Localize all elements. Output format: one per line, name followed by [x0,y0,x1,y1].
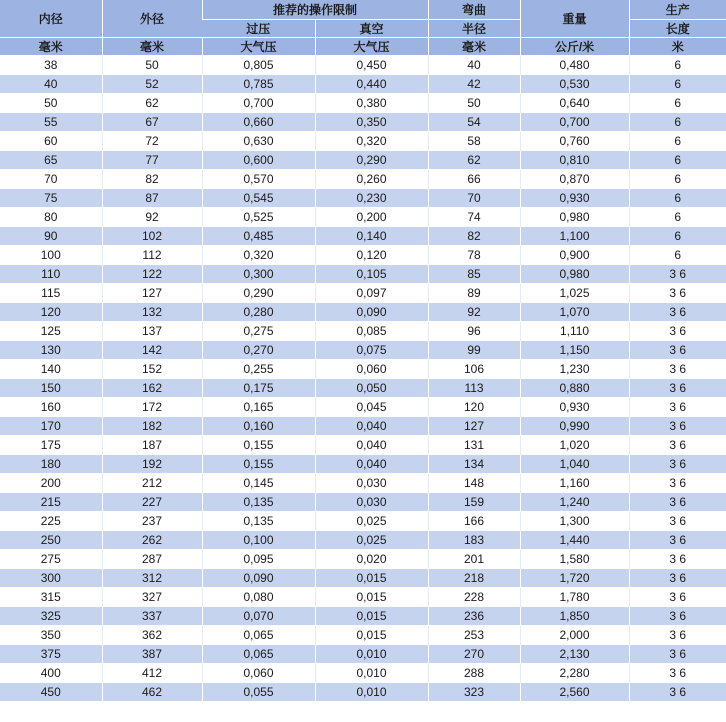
bend-radius-cell: 183 [428,531,520,550]
overpressure-cell: 0,060 [202,664,315,683]
vacuum-cell: 0,085 [315,322,428,341]
inner-diameter-cell: 450 [0,683,102,702]
table-row [0,474,726,493]
vacuum-cell: 0,090 [315,303,428,322]
vacuum-cell: 0,040 [315,455,428,474]
overpressure-cell: 0,660 [202,113,315,132]
overpressure-cell: 0,160 [202,417,315,436]
length-cell: 3 6 [629,417,726,436]
inner-diameter-cell: 175 [0,436,102,455]
header-radius: 半径 [428,20,520,38]
weight-cell: 1,580 [520,550,629,569]
inner-diameter-cell: 55 [0,113,102,132]
bend-radius-cell: 253 [428,626,520,645]
vacuum-cell: 0,440 [315,75,428,94]
vacuum-cell: 0,105 [315,265,428,284]
inner-diameter-cell: 120 [0,303,102,322]
weight-cell: 0,990 [520,417,629,436]
length-cell: 6 [629,170,726,189]
overpressure-cell: 0,270 [202,341,315,360]
table-row [0,398,726,417]
vacuum-cell: 0,025 [315,512,428,531]
overpressure-cell: 0,700 [202,94,315,113]
outer-diameter-cell: 92 [102,208,202,227]
inner-diameter-cell: 125 [0,322,102,341]
overpressure-cell: 0,805 [202,56,315,75]
vacuum-cell: 0,350 [315,113,428,132]
length-cell: 3 6 [629,550,726,569]
bend-radius-cell: 323 [428,683,520,702]
length-cell: 6 [629,227,726,246]
length-cell: 3 6 [629,284,726,303]
bend-radius-cell: 85 [428,265,520,284]
bend-radius-cell: 99 [428,341,520,360]
weight-cell: 1,040 [520,455,629,474]
length-cell: 3 6 [629,436,726,455]
table-row [0,607,726,626]
length-cell: 6 [629,94,726,113]
vacuum-cell: 0,200 [315,208,428,227]
table-row [0,531,726,550]
bend-radius-cell: 228 [428,588,520,607]
bend-radius-cell: 236 [428,607,520,626]
outer-diameter-cell: 112 [102,246,202,265]
overpressure-cell: 0,570 [202,170,315,189]
vacuum-cell: 0,097 [315,284,428,303]
length-cell: 6 [629,246,726,265]
vacuum-cell: 0,140 [315,227,428,246]
bend-radius-cell: 218 [428,569,520,588]
outer-diameter-cell: 122 [102,265,202,284]
outer-diameter-cell: 77 [102,151,202,170]
header-production: 生产 [629,0,726,20]
weight-cell: 2,130 [520,645,629,664]
vacuum-cell: 0,450 [315,56,428,75]
unit-length: 米 [629,38,726,56]
bend-radius-cell: 131 [428,436,520,455]
outer-diameter-cell: 362 [102,626,202,645]
length-cell: 6 [629,132,726,151]
inner-diameter-cell: 80 [0,208,102,227]
vacuum-cell: 0,040 [315,417,428,436]
weight-cell: 1,230 [520,360,629,379]
header-limits-group: 推荐的操作限制 [202,0,428,20]
overpressure-cell: 0,065 [202,626,315,645]
overpressure-cell: 0,135 [202,512,315,531]
outer-diameter-cell: 187 [102,436,202,455]
weight-cell: 1,240 [520,493,629,512]
bend-radius-cell: 89 [428,284,520,303]
vacuum-cell: 0,015 [315,626,428,645]
header-overpressure: 过压 [202,20,315,38]
outer-diameter-cell: 67 [102,113,202,132]
weight-cell: 1,160 [520,474,629,493]
bend-radius-cell: 127 [428,417,520,436]
inner-diameter-cell: 75 [0,189,102,208]
length-cell: 3 6 [629,265,726,284]
weight-cell: 0,760 [520,132,629,151]
outer-diameter-cell: 87 [102,189,202,208]
vacuum-cell: 0,230 [315,189,428,208]
overpressure-cell: 0,095 [202,550,315,569]
weight-cell: 0,480 [520,56,629,75]
outer-diameter-cell: 337 [102,607,202,626]
overpressure-cell: 0,320 [202,246,315,265]
inner-diameter-cell: 375 [0,645,102,664]
weight-cell: 1,300 [520,512,629,531]
vacuum-cell: 0,320 [315,132,428,151]
table-row [0,56,726,75]
inner-diameter-cell: 180 [0,455,102,474]
inner-diameter-cell: 170 [0,417,102,436]
outer-diameter-cell: 152 [102,360,202,379]
table-row [0,360,726,379]
bend-radius-cell: 58 [428,132,520,151]
overpressure-cell: 0,135 [202,493,315,512]
outer-diameter-cell: 72 [102,132,202,151]
length-cell: 3 6 [629,341,726,360]
length-cell: 3 6 [629,379,726,398]
weight-cell: 1,150 [520,341,629,360]
vacuum-cell: 0,015 [315,588,428,607]
inner-diameter-cell: 90 [0,227,102,246]
length-cell: 3 6 [629,664,726,683]
table-row [0,455,726,474]
bend-radius-cell: 66 [428,170,520,189]
table-row [0,284,726,303]
unit-inner: 毫米 [0,38,102,56]
vacuum-cell: 0,030 [315,474,428,493]
inner-diameter-cell: 150 [0,379,102,398]
bend-radius-cell: 120 [428,398,520,417]
overpressure-cell: 0,280 [202,303,315,322]
inner-diameter-cell: 50 [0,94,102,113]
weight-cell: 0,980 [520,265,629,284]
weight-cell: 0,930 [520,398,629,417]
bend-radius-cell: 148 [428,474,520,493]
length-cell: 3 6 [629,683,726,702]
table-row [0,683,726,702]
vacuum-cell: 0,030 [315,493,428,512]
weight-cell: 0,530 [520,75,629,94]
inner-diameter-cell: 100 [0,246,102,265]
vacuum-cell: 0,015 [315,569,428,588]
outer-diameter-cell: 50 [102,56,202,75]
outer-diameter-cell: 142 [102,341,202,360]
inner-diameter-cell: 250 [0,531,102,550]
overpressure-cell: 0,155 [202,455,315,474]
table-row [0,588,726,607]
length-cell: 6 [629,113,726,132]
inner-diameter-cell: 315 [0,588,102,607]
vacuum-cell: 0,045 [315,398,428,417]
table-row [0,246,726,265]
table-row [0,322,726,341]
bend-radius-cell: 82 [428,227,520,246]
overpressure-cell: 0,300 [202,265,315,284]
bend-radius-cell: 50 [428,94,520,113]
unit-outer: 毫米 [102,38,202,56]
vacuum-cell: 0,380 [315,94,428,113]
overpressure-cell: 0,785 [202,75,315,94]
table-row [0,436,726,455]
length-cell: 3 6 [629,645,726,664]
inner-diameter-cell: 40 [0,75,102,94]
length-cell: 3 6 [629,398,726,417]
outer-diameter-cell: 412 [102,664,202,683]
weight-cell: 1,070 [520,303,629,322]
inner-diameter-cell: 60 [0,132,102,151]
table-row [0,569,726,588]
table-row [0,170,726,189]
inner-diameter-cell: 130 [0,341,102,360]
table-row [0,379,726,398]
weight-cell: 2,000 [520,626,629,645]
outer-diameter-cell: 137 [102,322,202,341]
bend-radius-cell: 54 [428,113,520,132]
length-cell: 3 6 [629,569,726,588]
outer-diameter-cell: 62 [102,94,202,113]
overpressure-cell: 0,165 [202,398,315,417]
overpressure-cell: 0,100 [202,531,315,550]
weight-cell: 2,280 [520,664,629,683]
overpressure-cell: 0,630 [202,132,315,151]
table-row [0,208,726,227]
overpressure-cell: 0,545 [202,189,315,208]
weight-cell: 0,880 [520,379,629,398]
vacuum-cell: 0,050 [315,379,428,398]
weight-cell: 0,640 [520,94,629,113]
inner-diameter-cell: 160 [0,398,102,417]
length-cell: 3 6 [629,322,726,341]
inner-diameter-cell: 400 [0,664,102,683]
outer-diameter-cell: 387 [102,645,202,664]
weight-cell: 0,700 [520,113,629,132]
table-row [0,493,726,512]
length-cell: 3 6 [629,531,726,550]
overpressure-cell: 0,290 [202,284,315,303]
inner-diameter-cell: 110 [0,265,102,284]
length-cell: 6 [629,208,726,227]
table-row [0,664,726,683]
table-row [0,626,726,645]
table-row [0,417,726,436]
vacuum-cell: 0,040 [315,436,428,455]
length-cell: 3 6 [629,607,726,626]
weight-cell: 0,900 [520,246,629,265]
header-length: 长度 [629,20,726,38]
outer-diameter-cell: 127 [102,284,202,303]
vacuum-cell: 0,075 [315,341,428,360]
bend-radius-cell: 270 [428,645,520,664]
length-cell: 6 [629,56,726,75]
outer-diameter-cell: 192 [102,455,202,474]
table-row [0,303,726,322]
weight-cell: 1,100 [520,227,629,246]
outer-diameter-cell: 287 [102,550,202,569]
vacuum-cell: 0,290 [315,151,428,170]
length-cell: 3 6 [629,626,726,645]
weight-cell: 2,560 [520,683,629,702]
length-cell: 3 6 [629,455,726,474]
weight-cell: 1,720 [520,569,629,588]
table-row [0,341,726,360]
bend-radius-cell: 42 [428,75,520,94]
overpressure-cell: 0,065 [202,645,315,664]
inner-diameter-cell: 275 [0,550,102,569]
overpressure-cell: 0,080 [202,588,315,607]
weight-cell: 1,780 [520,588,629,607]
outer-diameter-cell: 262 [102,531,202,550]
vacuum-cell: 0,260 [315,170,428,189]
inner-diameter-cell: 115 [0,284,102,303]
vacuum-cell: 0,015 [315,607,428,626]
outer-diameter-cell: 182 [102,417,202,436]
table-header [0,0,726,56]
length-cell: 3 6 [629,493,726,512]
weight-cell: 1,020 [520,436,629,455]
bend-radius-cell: 288 [428,664,520,683]
outer-diameter-cell: 327 [102,588,202,607]
table-row [0,550,726,569]
bend-radius-cell: 70 [428,189,520,208]
outer-diameter-cell: 132 [102,303,202,322]
vacuum-cell: 0,060 [315,360,428,379]
length-cell: 6 [629,151,726,170]
overpressure-cell: 0,600 [202,151,315,170]
header-bend: 弯曲 [428,0,520,20]
outer-diameter-cell: 212 [102,474,202,493]
table-row [0,132,726,151]
header-outer-diameter: 外径 [102,0,202,38]
table-row [0,151,726,170]
bend-radius-cell: 78 [428,246,520,265]
vacuum-cell: 0,020 [315,550,428,569]
weight-cell: 0,930 [520,189,629,208]
bend-radius-cell: 201 [428,550,520,569]
inner-diameter-cell: 140 [0,360,102,379]
bend-radius-cell: 92 [428,303,520,322]
outer-diameter-cell: 162 [102,379,202,398]
table-row [0,227,726,246]
weight-cell: 1,440 [520,531,629,550]
overpressure-cell: 0,175 [202,379,315,398]
length-cell: 3 6 [629,512,726,531]
bend-radius-cell: 106 [428,360,520,379]
length-cell: 6 [629,75,726,94]
bend-radius-cell: 134 [428,455,520,474]
header-weight: 重量 [520,0,629,38]
weight-cell: 0,980 [520,208,629,227]
length-cell: 3 6 [629,588,726,607]
outer-diameter-cell: 102 [102,227,202,246]
bend-radius-cell: 96 [428,322,520,341]
overpressure-cell: 0,255 [202,360,315,379]
outer-diameter-cell: 462 [102,683,202,702]
overpressure-cell: 0,055 [202,683,315,702]
outer-diameter-cell: 237 [102,512,202,531]
length-cell: 6 [629,189,726,208]
bend-radius-cell: 113 [428,379,520,398]
table-body [0,56,726,702]
unit-weight: 公斤/米 [520,38,629,56]
header-inner-diameter: 内径 [0,0,102,38]
overpressure-cell: 0,145 [202,474,315,493]
overpressure-cell: 0,090 [202,569,315,588]
bend-radius-cell: 74 [428,208,520,227]
weight-cell: 0,870 [520,170,629,189]
length-cell: 3 6 [629,303,726,322]
table-row [0,75,726,94]
length-cell: 3 6 [629,474,726,493]
table-row [0,512,726,531]
bend-radius-cell: 62 [428,151,520,170]
table-row [0,189,726,208]
bend-radius-cell: 166 [428,512,520,531]
weight-cell: 1,025 [520,284,629,303]
bend-radius-cell: 159 [428,493,520,512]
inner-diameter-cell: 70 [0,170,102,189]
outer-diameter-cell: 227 [102,493,202,512]
outer-diameter-cell: 52 [102,75,202,94]
overpressure-cell: 0,070 [202,607,315,626]
outer-diameter-cell: 172 [102,398,202,417]
unit-radius: 毫米 [428,38,520,56]
overpressure-cell: 0,525 [202,208,315,227]
weight-cell: 0,810 [520,151,629,170]
inner-diameter-cell: 225 [0,512,102,531]
inner-diameter-cell: 300 [0,569,102,588]
vacuum-cell: 0,010 [315,664,428,683]
inner-diameter-cell: 325 [0,607,102,626]
unit-overpressure: 大气压 [202,38,315,56]
inner-diameter-cell: 200 [0,474,102,493]
vacuum-cell: 0,010 [315,683,428,702]
inner-diameter-cell: 215 [0,493,102,512]
inner-diameter-cell: 38 [0,56,102,75]
table-row [0,645,726,664]
overpressure-cell: 0,485 [202,227,315,246]
bend-radius-cell: 40 [428,56,520,75]
overpressure-cell: 0,275 [202,322,315,341]
inner-diameter-cell: 350 [0,626,102,645]
outer-diameter-cell: 82 [102,170,202,189]
vacuum-cell: 0,010 [315,645,428,664]
vacuum-cell: 0,120 [315,246,428,265]
weight-cell: 1,110 [520,322,629,341]
header-vacuum: 真空 [315,20,428,38]
inner-diameter-cell: 65 [0,151,102,170]
weight-cell: 1,850 [520,607,629,626]
table-row [0,94,726,113]
table-row [0,265,726,284]
length-cell: 3 6 [629,360,726,379]
unit-vacuum: 大气压 [315,38,428,56]
vacuum-cell: 0,025 [315,531,428,550]
table-row [0,113,726,132]
outer-diameter-cell: 312 [102,569,202,588]
overpressure-cell: 0,155 [202,436,315,455]
